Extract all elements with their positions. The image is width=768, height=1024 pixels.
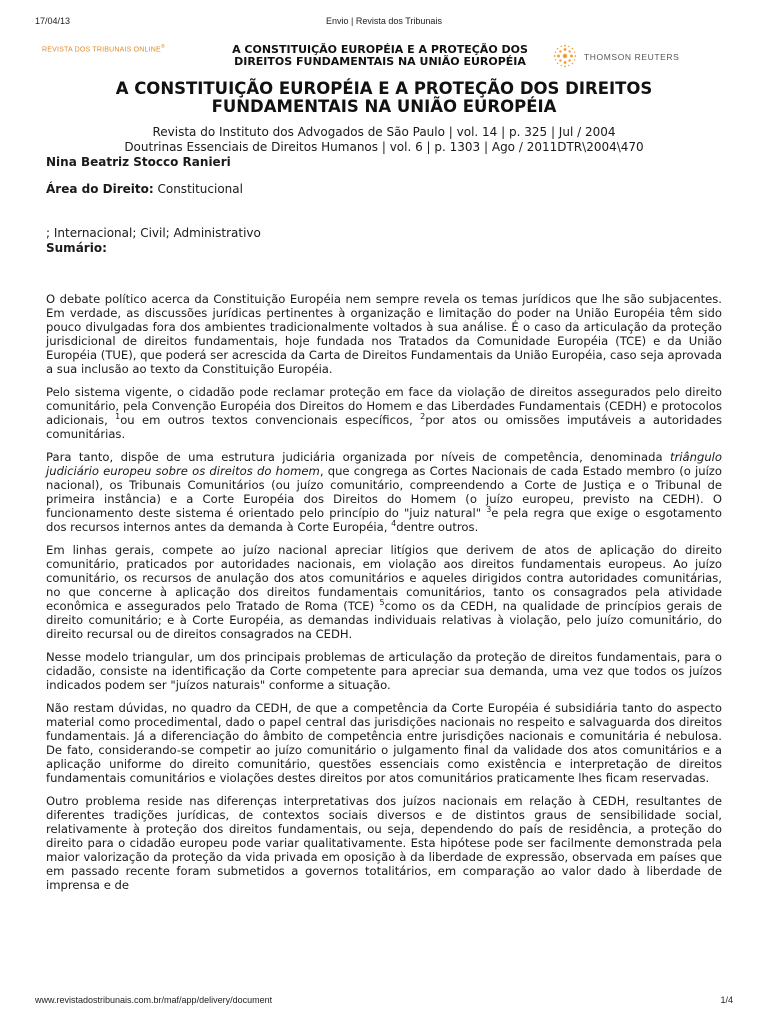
paragraph bbox=[46, 650, 722, 692]
paragraph bbox=[46, 794, 722, 892]
area-value: Constitucional bbox=[157, 182, 243, 196]
paragraph-text: Para tanto, dispõe de uma estrutura judiciária organizada por níveis de competência, denominada bbox=[46, 450, 670, 464]
paragraph-text: , que congrega as Cortes Nacionais de cada Estado membro (o juízo nacional), os Tribunais Comunitários (ou juízo comunitário, compreendendo a Corte de Justiça e o Tribunal de primeira instância) e a Corte Européia dos Direitos do Homem (o juízo europeu, previsto na CEDH). O funcionamento deste sistema é orientado pelo princípio do "juiz natural" bbox=[46, 464, 722, 520]
paragraph-text: Nesse modelo triangular, um dos principais problemas de articulação da proteção de direitos fundamentais, para o cidadão, consiste na identificação da Corte competente para apreciar sua demanda, uma vez que todos os juízos indicados podem ser "juízos naturais" conforme a situação. bbox=[46, 650, 722, 692]
thomson-reuters-logo-icon bbox=[553, 44, 577, 68]
paragraph-text: e pela regra que exige o esgotamento dos recursos internos antes da demanda à Corte Européia, bbox=[46, 506, 722, 534]
document-title-line: A CONSTITUIÇÃO EUROPÉIA E A PROTEÇÃO DOS DIREITOS bbox=[115, 79, 653, 98]
document-title bbox=[40, 80, 728, 116]
paragraph bbox=[46, 292, 722, 376]
paragraph bbox=[46, 543, 722, 641]
summary-label: Sumário: bbox=[46, 241, 107, 255]
paragraph-text: O debate político acerca da Constituição Européia nem sempre revela os temas jurídicos que lhe são subjacentes. Em verdade, as discussões jurídicas pertinentes à organização e limitação do poder na União Européia têm sido pouco divulgadas fora dos ambientes tradicionalmente voltados à sua análise. É o caso da articulação da proteção jurisdicional de direitos fundamentais, hoje fundada nos Tratados da Comunidade Européia (TCE) e da União Européia (TUE), que poderá ser acrescida da Carta de Direitos Fundamentais da União Européia, caso seja aprovada a sua inclusão ao texto da Constituição Européia. bbox=[46, 292, 722, 376]
print-date: 17/04/13 bbox=[35, 16, 71, 26]
paragraph-emphasis: triângulo judiciário europeu sobre os direitos do homem bbox=[46, 450, 722, 478]
footnote-ref[interactable]: 1 bbox=[115, 412, 121, 421]
paragraph bbox=[46, 450, 722, 534]
paragraph-text: Em linhas gerais, compete ao juízo nacional apreciar litígios que derivem de atos de aplicação do direito comunitário, praticados por autoridades nacionais, em violação aos direitos fundamentais europeus. Ao juízo comunitário, os recursos de anulação dos atos comunitários e aqueles dirigidos contra autoridades comunitárias, no que concerne à aplicação dos direitos fundamentais comunitários, tanto os consagrados pela atividade econômica e assegurados pelo Tratado de Roma (TCE) bbox=[46, 543, 722, 613]
document-title-line: FUNDAMENTAIS NA UNIÃO EUROPÉIA bbox=[211, 97, 557, 116]
paragraph-text: Outro problema reside nas diferenças interpretativas dos juízos nacionais em relação à CEDH, resultantes de diferentes tradições jurídicas, de contextos sociais diversos e de distintos graus de sensibilidade social, relativamente à proteção dos direitos fundamentais, ou seja, dependendo do país de residência, a proteção do direito para o cidadão europeu pode variar qualitativamente. Esta hipótese pode ser facilmente demonstrada pela maior valorização da proteção da vida privada em oposição à da liberdade de expressão, observada em países que em passado recente foram submetidos a governos totalitários, em comparação ao valor dado à liberdade de imprensa e de bbox=[46, 794, 722, 892]
author-name: Nina Beatriz Stocco Ranieri bbox=[46, 155, 231, 169]
citation bbox=[40, 125, 728, 155]
print-page-number: 1/4 bbox=[720, 995, 733, 1005]
article-body bbox=[46, 292, 722, 901]
paragraph-text: Pelo sistema vigente, o cidadão pode reclamar proteção em face da violação de direitos assegurados pelo direito comunitário, pela Convenção Européia dos Direitos do Homem e das Liberdades Fundamentais (CEDH) e protocolos adicionais, bbox=[46, 385, 722, 427]
citation-line: Revista do Instituto dos Advogados de São Paulo | vol. 14 | p. 325 | Jul / 2004 bbox=[152, 125, 616, 139]
thomson-reuters-label: THOMSON REUTERS bbox=[584, 52, 680, 62]
paragraph-text: dentre outros. bbox=[396, 520, 479, 534]
brand-logo[interactable] bbox=[42, 44, 165, 53]
brand-mark: ® bbox=[160, 44, 165, 50]
paragraph-text: por atos ou omissões imputáveis a autoridades comunitárias. bbox=[46, 413, 722, 441]
paragraph-text: Não restam dúvidas, no quadro da CEDH, de que a competência da Corte Européia é subsidiária tanto do aspecto material como procedimental, dado o papel central das jurisdições nacionais no respeito e salvaguarda dos direitos fundamentais. Já a diferenciação do âmbito de competência entre jurisdições nacionais e comunitária é nebulosa. De fato, considerando-se competir ao juízo comunitário o julgamento final da validade dos atos comunitários e a aplicação uniforme do direito comunitário, questões essenciais como existência e interpretação de direitos fundamentais comunitários e violações destes direitos por atos comunitários praticamente lhes ficam reservadas. bbox=[46, 701, 722, 785]
footnote-ref[interactable]: 4 bbox=[391, 519, 397, 528]
running-header-title bbox=[200, 44, 560, 68]
area-label: Área do Direito: bbox=[46, 182, 154, 196]
paragraph bbox=[46, 701, 722, 785]
brand-name: REVISTA DOS TRIBUNAIS ONLINE bbox=[42, 46, 161, 54]
print-footer bbox=[0, 995, 768, 1009]
running-header-line: DIREITOS FUNDAMENTAIS NA UNIÃO EUROPÉIA bbox=[234, 55, 526, 68]
print-url[interactable]: www.revistadostribunais.com.br/maf/app/delivery/document bbox=[35, 995, 273, 1005]
print-header bbox=[0, 16, 768, 30]
print-page-title: Envio | Revista dos Tribunais bbox=[326, 16, 442, 26]
paragraph-text: ou em outros textos convencionais específicos, bbox=[120, 413, 421, 427]
footnote-ref[interactable]: 3 bbox=[486, 505, 492, 514]
paragraph bbox=[46, 385, 722, 441]
footnote-ref[interactable]: 2 bbox=[420, 412, 426, 421]
area-of-law bbox=[46, 182, 243, 196]
footnote-ref[interactable]: 5 bbox=[379, 598, 385, 607]
other-areas: ; Internacional; Civil; Administrativo bbox=[46, 226, 261, 240]
citation-line: Doutrinas Essenciais de Direitos Humanos | vol. 6 | p. 1303 | Ago / 2011DTR\2004\470 bbox=[124, 140, 644, 154]
thomson-reuters-logo[interactable] bbox=[553, 44, 683, 70]
paragraph-text: como os da CEDH, na qualidade de princípios gerais de direito comunitário; e à Corte Européia, as demandas individuais relativas à violação, pelo juízo comunitário, do direito recursal ou de direitos consagrados na CEDH. bbox=[46, 599, 722, 641]
running-header-line: A CONSTITUIÇÃO EUROPÉIA E A PROTEÇÃO DOS bbox=[232, 43, 528, 56]
